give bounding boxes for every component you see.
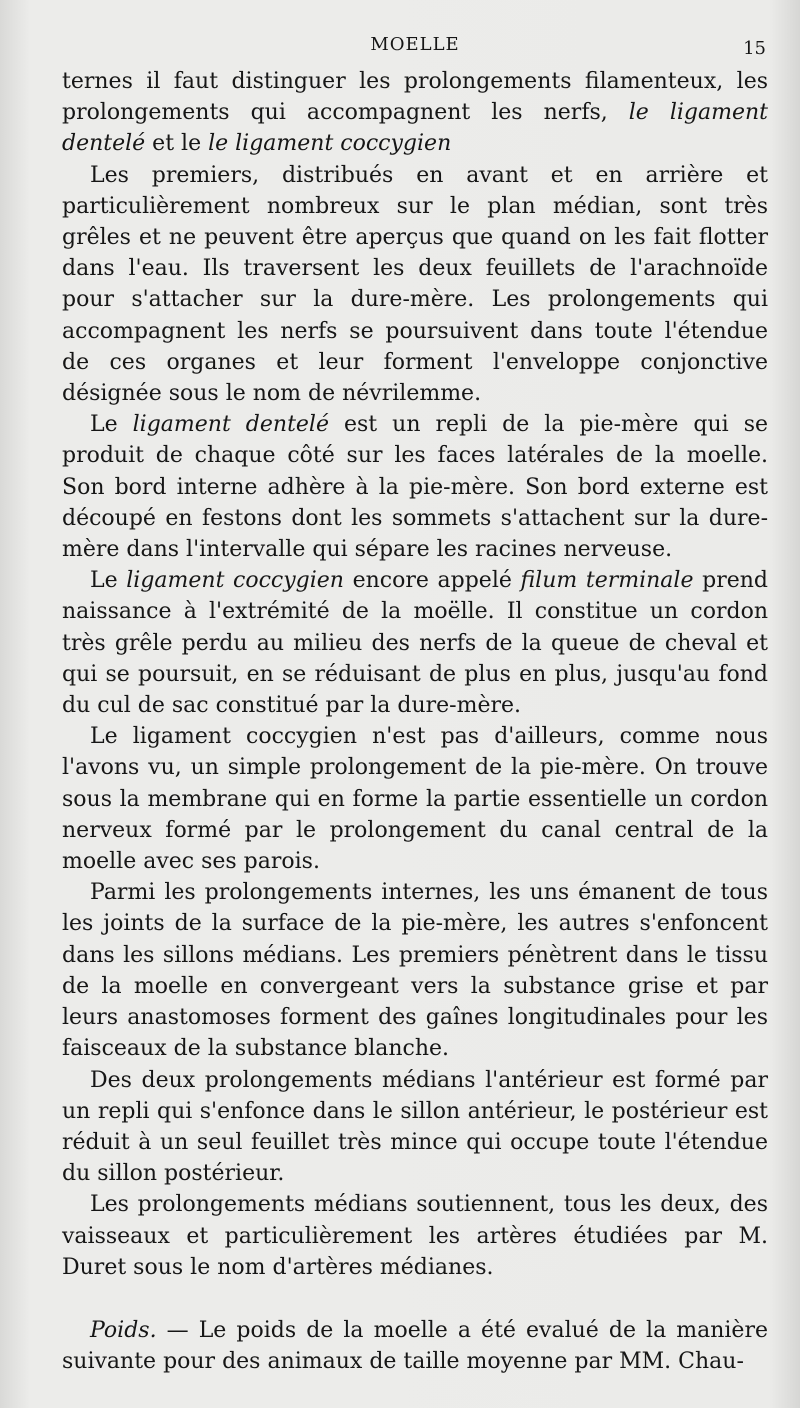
text-run: Les prolongements médians soutiennent, tous les deux, des vaisseaux et particulièrement les artères étudiées par M. Duret sous le nom d'artères médianes.	[62, 1192, 768, 1280]
paragraph	[62, 1189, 768, 1283]
page-number: 15	[743, 38, 766, 59]
paragraph	[62, 565, 768, 721]
paragraph	[62, 721, 768, 877]
paragraph	[62, 409, 768, 565]
text-run: Parmi les prolongements internes, les uns émanent de tous les joints de la surface de la pie-mère, les autres s'enfoncent dans les sillons médians. Les premiers pénètrent dans le tissu de la moelle en convergeant vers la substance grise et par leurs anastomoses forment des gaînes longitudinales pour les faisceaux de la substance blanche.	[62, 880, 768, 1062]
text-run: Des deux prolongements médians l'antérieur est formé par un repli qui s'enfonce dans le sillon antérieur, le postérieur est réduit à un seul feuillet très mince qui occupe toute l'étendue du sillon postérieur.	[62, 1067, 768, 1187]
text-run: — Le poids de la moelle a été evalué de la manière suivante pour des animaux de taille moyenne par MM. Chau-	[62, 1317, 768, 1375]
paragraph	[62, 66, 768, 160]
text-run: et le	[145, 131, 209, 157]
italic-term: filum terminale	[520, 568, 694, 594]
paragraph	[62, 160, 768, 410]
body-text	[62, 66, 768, 1377]
text-run: prend naissance à l'extrémité de la moëlle. Il constitue un cordon très grêle perdu au milieu des nerfs de la queue de cheval et qui se poursuit, en se réduisant de plus en plus, jusqu'au fond du cul de sac constitué par la dure-mère.	[62, 568, 768, 719]
text-run: Le ligament coccygien n'est pas d'ailleurs, comme nous l'avons vu, un simple prolongement de la pie-mère. On trouve sous la membrane qui en forme la partie essentielle un cordon nerveux formé par le prolongement du canal central de la moelle avec ses parois.	[62, 724, 768, 875]
text-run: encore appelé	[343, 568, 521, 594]
text-run: Le	[90, 412, 133, 438]
section-gap	[62, 1283, 768, 1315]
paragraph	[62, 1065, 768, 1190]
italic-term: le ligament coccygien	[208, 131, 452, 157]
paragraph	[62, 877, 768, 1064]
italic-term: ligament dentelé	[132, 412, 329, 438]
paragraph	[62, 1315, 768, 1377]
text-run: Les premiers, distribués en avant et en arrière et particulièrement nombreux sur le plan médian, sont très grêles et ne peuvent être aperçus que quand on les fait flotter dans l'eau. Ils traversent les deux feuillets de l'arachnoïde pour s'attacher sur la dure-mère. Les prolongements qui accompagnent les nerfs se poursuivent dans toute l'étendue de ces organes et leur forment l'enveloppe conjonctive désignée sous le nom de névrilemme.	[62, 162, 768, 407]
italic-term: ligament coccygien	[126, 568, 344, 594]
italic-term: Poids.	[90, 1317, 157, 1343]
running-head	[0, 32, 800, 60]
text-run: ternes il faut distinguer les prolongements filamenteux, les prolongements qui accompagnent les nerfs,	[62, 69, 768, 126]
text-run: est un repli de la pie-mère qui se produit de chaque côté sur les faces latérales de la moelle. Son bord interne adhère à la pie-mère. Son bord externe est découpé en festons dont les sommets s'attachent sur la dure-mère dans l'intervalle qui sépare les racines nerveuse.	[62, 412, 769, 563]
text-run: Le	[90, 568, 127, 594]
italic-term: le ligament dentelé	[62, 100, 768, 157]
running-title: MOELLE	[370, 34, 460, 55]
